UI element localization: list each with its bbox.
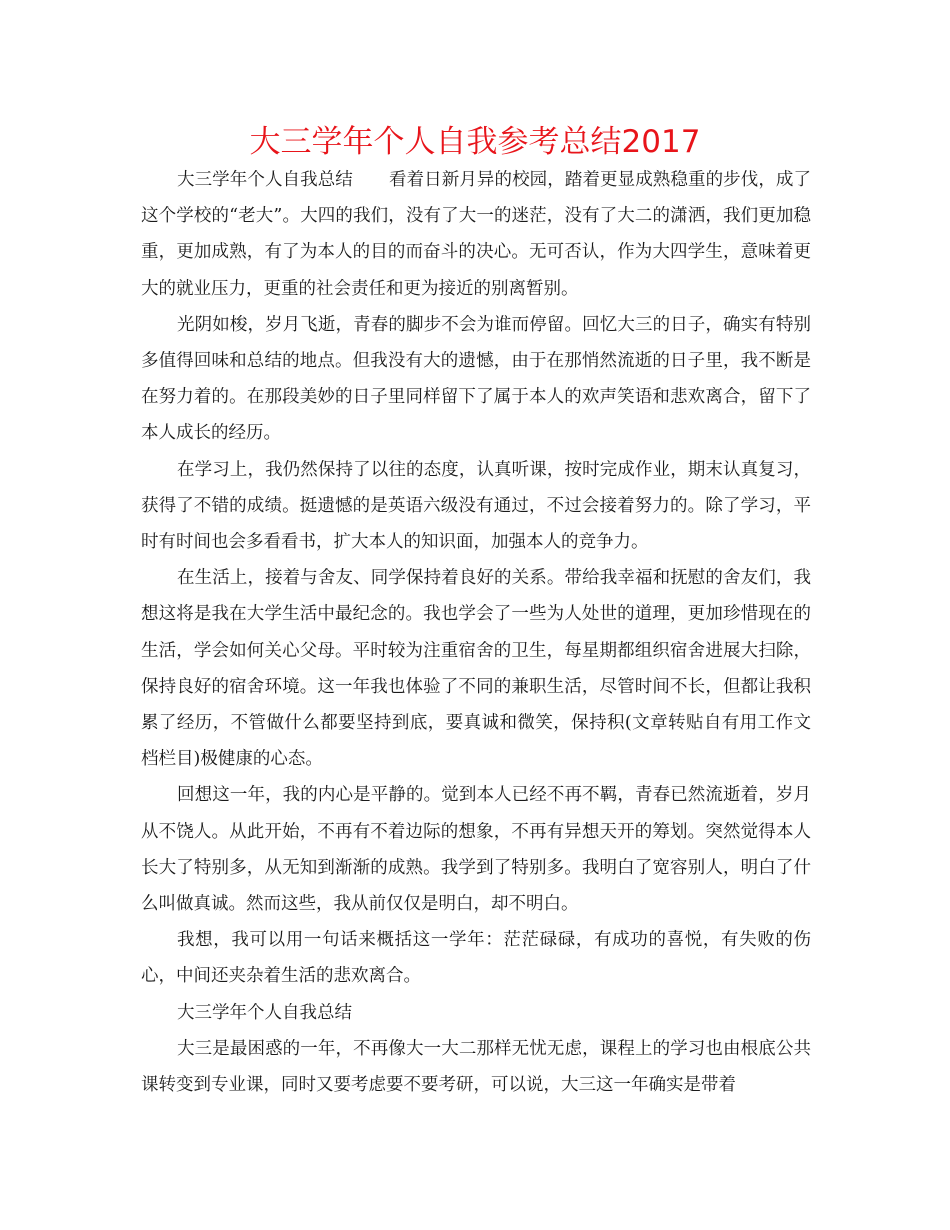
paragraph-6: 我想，我可以用一句话来概括这一学年：茫茫碌碌，有成功的喜悦，有失败的伤心，中间还夹杂着生活的悲欢离合。 [141, 930, 811, 987]
section-heading: 大三学年个人自我总结 [177, 1002, 352, 1023]
paragraph-5: 回想这一年，我的内心是平静的。觉到本人已经不再不羁，青春已然流逝着，岁月从不饶人。从此开始，不再有不着边际的想象，不再有异想天开的筹划。突然觉得本人长大了特别多，从无知到渐渐的成熟。我学到了特别多。我明白了宽容别人，明白了什么叫做真诚。然而这些，我从前仅仅是明白，却不明白。 [141, 785, 811, 915]
document-body [141, 162, 811, 1103]
paragraph-2: 光阴如梭，岁月飞逝，青春的脚步不会为谁而停留。回忆大三的日子，确实有特别多值得回味和总结的地点。但我没有大的遗憾，由于在那悄然流逝的日子里，我不断是在努力着的。在那段美妙的日子里同样留下了属于本人的欢声笑语和悲欢离合，留下了本人成长的经历。 [141, 314, 811, 444]
document-title: 大三学年个人自我参考总结2017 [249, 124, 701, 160]
paragraph-4: 在生活上，接着与舍友、同学保持着良好的关系。带给我幸福和抚慰的舍友们，我想这将是我在大学生活中最纪念的。我也学会了一些为人处世的道理，更加珍惜现在的生活，学会如何关心父母。平时较为注重宿舍的卫生，每星期都组织宿舍进展大扫除，保持良好的宿舍环境。这一年我也体验了不同的兼职生活，尽管时间不长，但都让我积累了经历，不管做什么都要坚持到底，要真诚和微笑，保持积(文章转贴自有用工作文档栏目)极健康的心态。 [141, 568, 811, 770]
inline-heading: 大三学年个人自我总结 [177, 170, 353, 190]
paragraph-3: 在学习上，我仍然保持了以往的态度，认真听课，按时完成作业，期末认真复习，获得了不错的成绩。挺遗憾的是英语六级没有通过，不过会接着努力的。除了学习，平时有时间也会多看看书，扩大本人的知识面，加强本人的竞争力。 [141, 459, 811, 553]
paragraph-text: 看着日新月异的校园，踏着更显成熟稳重的步伐，成了这个学校的“老大”。大四的我们，没有了大一的迷茫，没有了大二的潇洒，我们更加稳重，更加成熟，有了为本人的目的而奋斗的决心。无可否认，作为大四学生，意味着更大的就业压力，更重的社会责任和更为接近的别离暂别。 [141, 170, 812, 299]
paragraph-1 [141, 162, 811, 307]
paragraph-7: 大三是最困惑的一年，不再像大一大二那样无忧无虑，课程上的学习也由根底公共课转变到专业课，同时又要考虑要不要考研，可以说，大三这一年确实是带着 [141, 1038, 811, 1096]
